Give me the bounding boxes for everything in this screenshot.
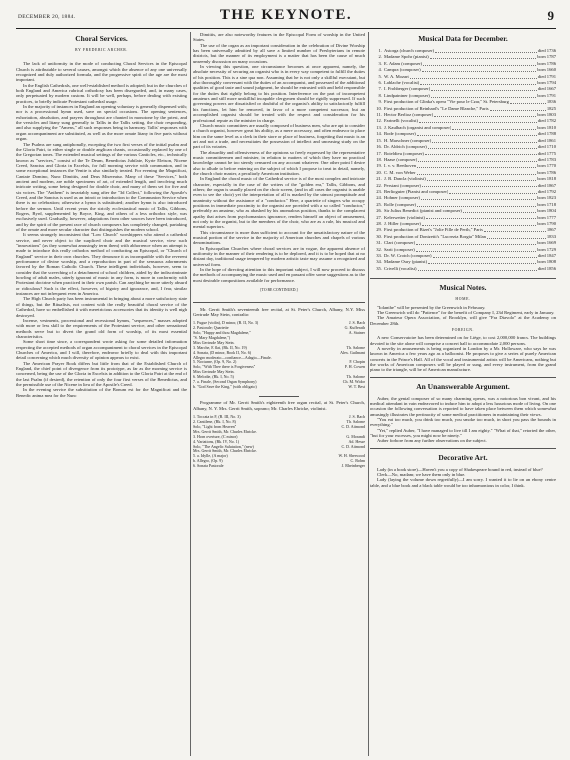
program-piece: 2. Pastorale; Quartette	[193, 325, 229, 331]
leader-dots	[434, 112, 536, 117]
home-notes	[370, 305, 556, 326]
date-number: 35.	[376, 265, 382, 271]
date-number: 3.	[378, 60, 382, 66]
leader-dots	[417, 163, 536, 168]
date-event: Clari (composer)	[384, 240, 416, 246]
date-entry	[370, 266, 556, 272]
date-year: died 1867	[537, 182, 556, 188]
paragraph: In England the choral music of the Cathedral service is of the most complex and intricate character, especially in the case of the writers of the "golden era," Tallis, Gibbons, and others; the organ is usually placed on the choir screen, (and in all cases the organist is unable even to see the choir) yet the interpretation of all is marked by the utmost promptitude and unanimity without the assistance of a "conductor." Here, a quartette of singers who occupy positions in immediate proximity to the organist are provided with a so called "conductor," preferably an amateur, who as abashed by his anomalous position, thanks to the complacent apathy that arises from psychomaniacs ignorance, renders himself an object of amusement, not only to the organist, but to the members of the choir, who are as a rule, his musical and mental superiors.	[193, 176, 365, 230]
date-year: born 1818	[537, 176, 556, 182]
date-event: Persiani (composer)	[384, 182, 421, 188]
date-year: 1825	[546, 105, 556, 111]
paragraph: Dimittis, are also noteworthy features in the Episcopal Form of worship in the United States.	[193, 32, 365, 43]
leader-dots	[431, 93, 536, 98]
date-year: born 1808	[537, 259, 556, 265]
date-event: Berlioguier (Pianist and composer)	[384, 188, 449, 194]
date-event: Madame Spohr (pianist)	[384, 54, 429, 60]
date-year: born 1729	[537, 246, 556, 252]
date-year: 1833	[546, 233, 556, 239]
date-number: 21.	[376, 176, 382, 182]
program-piece: Solo, "With Thee there is Forgiveness"	[193, 364, 256, 370]
program-composer: J. Rheinberger	[341, 463, 365, 469]
leader-dots	[487, 234, 546, 239]
recital-program-1	[193, 321, 365, 390]
date-year: born 1804	[537, 208, 556, 214]
paragraph: Incense, vestments, processional and recessional hymns, "sequences," masses adopted with more or less skill to the requirements of the Protestant service, and other sensational methods serve but to divert the grand old form of worship, of its most essential characteristics.	[16, 317, 187, 339]
date-number: 32.	[376, 246, 382, 252]
leader-dots	[426, 215, 536, 220]
date-event: H. Marschner (composer)	[384, 137, 432, 143]
date-event: Lablache (vocalist)	[384, 80, 420, 86]
date-number: 11.	[376, 112, 382, 118]
program-piece: 5. a. Idylle, (A major)	[193, 453, 228, 459]
date-year: died 1775	[537, 150, 556, 156]
program-composer: C. Bohm	[350, 458, 365, 464]
leader-dots	[484, 227, 546, 232]
date-number: 2.	[378, 54, 382, 60]
program-piece: 1. Fugue (violin), D minor, (B. II, No. 3)	[193, 320, 259, 326]
recital-intro-1: Mr. Gerrit Smith's seventeenth free recital, at St. Peter's Church, Albany, N.Y. Miss Gertrude May Stein, contralto:	[193, 306, 365, 317]
paragraph: In viewing this question, one circumstance becomes at once apparent, namely, the absolute necessity of securing an organist who is in every way competent to fulfill the duties of his position. This is a sine qua non. Assuming that he is not only a skillful executant, but also thoroughly conversant with the duties of an accompanist, and possessed of the additional qualities of good taste and sound judgment, he should be entrusted with and held responsible for the duties that rightly belong to his position. Interference on the part of incompetent amateurs and still more unskillful incapable clergymen should be rigidly suppressed. If such governing powers are dissatisfied or doubtful of the organist's ability to satisfactorily fulfill his functions, let him be removed, in favor of a more competent successor, but an accomplished organist should be treated with the respect and consideration for his professional repute as the minister in charge.	[193, 64, 365, 123]
paragraph: This circumstance is more than sufficient to account for the unsatisfactory nature of the musical portion of the service in the majority of American churches and chapels of various denominations.	[193, 229, 365, 246]
paragraph: Some short time since, a correspondent wrote asking for some detailed information respecting the accepted methods of organ accompaniment to choral services in the Episcopal Churches of America, and I will, therefore, endeavor briefly to deal with this important detail concerning which much diversity of opinion appears to exist.	[16, 339, 187, 361]
paragraph: In the English Cathedrals, one well-established method is adopted; but in the churches of both England and America rubrical orthodoxy has been disregarded, and, in many cases, only perpetuated by modern custom. It will be well, perhaps, before dealing with existing practices, to briefly indicate Protestant cathedral usage.	[16, 82, 187, 104]
program-piece: b. "God Save the King," (with obligato)	[193, 383, 257, 389]
date-event: Farinelli (vocalist)	[384, 118, 419, 124]
paragraph: In the majority of instances in England an opening voluntary is generally dispensed with; nor is a processional hymn used, save on special occasions. The opening sentences, exhortation, absolution, and prayers throughout are chanted in monotone by the priest, and the versicles and litany sung generally to Tallis in the Tallis setting, the choir responding, and also supplying the "Amens," all such responses being in harmony. Tallis' responses with organ accompaniment are substituted, as well as the more ornate litany in five parts without organ.	[16, 104, 187, 142]
leader-dots	[417, 170, 537, 175]
date-number: 30.	[376, 233, 382, 239]
date-number: 4.	[378, 67, 382, 73]
date-number: 26.	[376, 208, 382, 214]
date-year: born 1786	[537, 60, 556, 66]
program-piece: Miss Gertrude May Stein.	[193, 339, 235, 345]
issue-date: DECEMBER 20, 1884.	[18, 14, 76, 20]
program-composer: J. S. Bach	[349, 320, 365, 326]
program-composer: F. H. Cowen	[344, 364, 365, 370]
leader-dots	[410, 74, 537, 79]
paragraph: It seems strangely inconsistent that "Low Church" worshippers who attend a cathedral service, and never object to the surpliced choir and the musical service, view such "innovations" (as they somewhat amusingly term them) with abhorrence when an attempt is made to introduce this really orthodox method of conducting an Episcopal, or "Church of England" service in their own churches. They denounce it as incompatible with the reverent performance of divine worship, and a reproduction in part of the sensuous adornments favored by the Roman Catholic Church. These intelligent individuals, however, seem to consider that the screeching of a detachment of school children, aided by the indiscriminate howling of adult males, utterly ignorant of music in any form, is more in conformity with Protestant doctrine when practiced in their own parish. Can anything be more utterly absurd or ridiculous? Such is the effect, however, of bigotry and ignorance, and, I fear, similar instances are not infrequent even in America.	[16, 232, 187, 297]
date-event: Bode (composer)	[384, 131, 416, 137]
date-number: 25.	[376, 201, 382, 207]
program-composer: Ch. M. Widor	[342, 379, 365, 385]
date-event: First production of Bizet's "Jolie Fille de Perth," Paris	[384, 227, 483, 233]
leader-dots	[452, 125, 536, 130]
program-composer: W. T. Best	[348, 383, 365, 389]
date-year: born 1803	[537, 112, 556, 118]
program-composer: A. Stainer	[348, 330, 365, 335]
date-event: Sir Julius Benedict (pianist and composer)	[384, 208, 462, 214]
program-composer: F. Chopin	[349, 359, 365, 365]
program-composer: C. D. Aitmond	[341, 443, 365, 449]
date-number: 8.	[378, 92, 382, 98]
program-piece: Mrs. Gerrit Smith, Mr. Charles Ehricke.	[193, 448, 257, 454]
date-number: 16.	[376, 144, 382, 150]
column-2	[193, 32, 365, 756]
leader-dots	[428, 259, 536, 264]
date-number: 17.	[376, 150, 382, 156]
program-piece: 7. a. Finale, (Second Organ Symphony)	[193, 379, 257, 385]
date-year: born 1786	[537, 169, 556, 175]
notes-heading: Musical Notes.	[439, 283, 487, 293]
date-year: born 1669	[537, 240, 556, 246]
note-paragraph: The Amateur Opera Association, of Brooklyn, will give "Fra Diavolo" at the Academy on December 28th.	[370, 315, 556, 326]
leader-dots	[417, 202, 536, 207]
recital-intro-2: Programme of Mr. Gerrit Smith's eighteenth free organ recital, at St. Peter's Church, Albany, N. Y. Mrs. Gerrit Smith, soprano; Mr. Charles Ehricke, violinist.	[193, 400, 365, 411]
date-number: 13.	[376, 124, 382, 130]
date-number: 24.	[376, 195, 382, 201]
date-event: Haase (composer)	[384, 156, 418, 162]
paragraph: The lack of uniformity in the mode of conducting Choral Services in the Episcopal Church is attributable to several causes, amongst which the absence of any one universally recognized and duly authorized formula, and the progressive spirit of the age are the most important.	[16, 61, 187, 83]
note-paragraph: A new Conservatoire has been determined on for Liège, to cost 2,000,000 francs. The buildings devoted to the site alone will comprise a concert hall to accommodate 2,000 persons.	[370, 335, 556, 346]
argument-body	[370, 396, 556, 444]
program-composer: Th. Salome	[346, 418, 365, 424]
date-event: First production of Donizetti's "Lucrezia Borgia" Milan	[384, 233, 486, 239]
date-event: I. Frohberger (composer)	[384, 86, 431, 92]
leader-dots	[416, 247, 536, 252]
date-event: Kelerwetter (violinist)	[384, 214, 425, 220]
date-event: I. v. v. Beethoven	[384, 163, 417, 169]
leader-dots	[430, 54, 537, 59]
program-composer: Ad. Hesse	[348, 438, 365, 444]
leader-dots	[422, 221, 536, 226]
date-event: J. Hiller (composer)	[384, 220, 421, 226]
paragraph: Clerk—No, madam; we have them only in blue.	[377, 472, 466, 478]
note-paragraph: The Greenwich will do "Patience" for the benefit of Company I, 23d Regiment, early in January.	[377, 309, 555, 315]
leader-dots	[428, 144, 537, 149]
program-item	[193, 464, 365, 469]
date-number: 34.	[376, 259, 382, 265]
program-composer: Th. Salome	[346, 374, 365, 380]
home-label: HOME.	[455, 297, 471, 302]
program-piece: 3. Marche, E flat, (Bk. II, No. 19)	[193, 344, 247, 350]
dates-list	[370, 48, 556, 272]
date-event: Hector Berlioz (composer)	[384, 112, 434, 118]
newspaper-title: THE KEYNOTE.	[219, 7, 353, 23]
program-piece: Mrs. Gerrit Smith, Mr. Charles Ehricke.	[193, 428, 257, 434]
program-piece: 3. Horn overture, (C minor)	[193, 433, 238, 439]
program-piece: Solo, "Light from Heaven"	[193, 423, 237, 429]
date-event: First production of Glinka's opera "Vie pour le Czar," St. Petersburg	[384, 99, 509, 105]
date-event: Campra (composer)	[384, 67, 421, 73]
date-number: 15.	[376, 137, 382, 143]
paragraph: Church music committees are usually composed of business men, who are apt to consider a church organist, however great his ability, as a mere accessory, and often endeavor to place him on the same level as a clerk in their store or place of business, forgetting that music is an art and not a trade, and necessitates the possession of intellect and unceasing study on the part of its votaries.	[193, 122, 365, 150]
date-year: died 1667	[537, 86, 556, 92]
date-event: Dr. W. Crotch (composer)	[384, 253, 432, 258]
program-piece: 1. Toccata in F, (B. III, No. 3)	[193, 414, 241, 420]
date-year: died 1847	[537, 253, 556, 258]
leader-dots	[418, 157, 536, 162]
leader-dots	[510, 99, 546, 104]
paragraph: The Psalms are sung antiphonally, excepting the two first verses of the initial psalm and the Gloria Patri, to either single or double anglican chants, occasionally replaced by one of the Gregorian tones. The extended musical settings of the various Canticles, etc., technically known as "services," consist of the Te Deum, Benedictus Jubilate, Kyrie Eleison, Nicene Creed, Sanctus and Gloria in Excelsis, for full morning service with communion, and in some exceptional instances the Venite is also similarly treated. For evening the Magnificat, Cantate Domino, Nunc Dimittis, and Deus Misereatur. Many of these "Services," both ancient and modern, are noble specimens of art, of extended length, and involving much intricate writing, some being designed for double choir, and many of them set for five and six voices. The "Anthem" is invariably sung after the "3d Collect," following the Apostle's Creed, and the Sanctus is used as an introit or introduction to the Communion Service when there is no celebration; otherwise a hymn is substituted; another hymn is also introduced before the sermon. Until recent years the strictly ecclesiastical music of Tallis, Gibbons, Rogers, Byrd, supplemented by Boyce, King, and others of a less orthodox style, was exclusively used. Gradually, however, adaptations from other sources have been introduced, and by the spirit of the present race of church composers has completely changed, partaking of the ornate and more secular character that distinguishes the modern school.	[16, 141, 187, 232]
date-event: Dr. Aldrich (composer)	[384, 144, 427, 150]
paragraph: In Episcopalian Churches where choral services are in vogue, the apparent absence of uniformity in the manner of their rendering is to be deplored, and it is to be hoped that at no distant day, traditional usage tempered by modern artistic taste may assume a recognized and universal form.	[193, 245, 365, 267]
date-event: W. A. Mozart	[384, 73, 409, 79]
column-1	[16, 32, 187, 756]
column-rule	[190, 32, 191, 756]
program-composer: W. H. Sherwood	[338, 453, 365, 459]
program-composer: G. Kufferath	[344, 325, 365, 331]
paragraph: Lady (laying the volume down regretfully)—I am sorry. I wanted it to lie on an ebony centre table, and a blue book and a black table would be too inharmonious in color, I think.	[370, 477, 556, 488]
divider	[193, 302, 365, 303]
program-piece: 2. Cantilene, (Bk. I, No. 8)	[193, 418, 236, 424]
leader-dots	[418, 266, 537, 271]
leader-dots	[419, 118, 537, 123]
date-number: 9.	[378, 99, 382, 105]
paragraph: "You eat too much, you drink too much, you smoke too much, in short you pass the bounds in everything."	[370, 417, 556, 428]
foreign-notes	[370, 335, 556, 372]
date-number: 14.	[376, 131, 382, 137]
program-piece: b. Allegro, (Op. 9)	[193, 458, 223, 464]
date-year: born 1787	[537, 54, 556, 60]
date-year: died 1788	[537, 131, 556, 137]
date-event: J. Kaulbach (organist and composer)	[384, 124, 452, 130]
date-number: 28.	[376, 220, 382, 226]
note-paragraph: "Iolanthe" will be presented by the Greenwich in February.	[377, 304, 486, 310]
paragraph: In the evening service the substitution of the Bonum est for the Magnificat and the Benedic anima mea for the Nunc	[16, 387, 187, 398]
program-composer: G. Morandi	[346, 433, 365, 439]
date-event: Hohner (composer)	[384, 195, 420, 201]
program-composer: Alex. Guilmant	[340, 349, 365, 355]
date-event: C. M. von Weber	[384, 169, 416, 175]
date-year: died 1856	[537, 265, 556, 271]
leader-dots	[422, 67, 537, 72]
leader-dots	[421, 195, 536, 200]
choral-body	[16, 61, 187, 398]
paragraph: The High Church party has been instrumental in bringing about a more satisfactory state of things, but the Ritualists, not content with the really beautiful choral service of the Cathedral, have so embellished it with meretricious accessories that its identity is well nigh destroyed.	[16, 296, 187, 318]
date-year: 1836	[546, 99, 556, 105]
date-year: died 1782	[537, 118, 556, 124]
paragraph: Auber, the genial composer of so many charming operas, was a notorious bon vivant, and his medical attendant in vain endeavored to induce him to adopt a less luxurious mode of living. On one occasion the following conversation is reported to have taken place between them which somewhat amusingly illustrates the pertinacity of some medical practitioners in maintaining their views.	[370, 395, 556, 417]
note-paragraph: A novelty in amusements is being organized in London by a Mr. Holloware, who says he was known in America a few years ago as a balloonist. He proposes to give a series of purely American concerts in the Prince's Hall. All of the vocal and instrumental artists will be Americans, nothing but the works of American composers will be played or sung, and every instrument, from the grand piano to the triangle, will be of American manufacture.	[370, 345, 556, 373]
leader-dots	[449, 189, 536, 194]
program-composer: J. S. Bach	[349, 414, 365, 420]
program-piece: 4. Variations, (Bk. IV, No. 1)	[193, 438, 240, 444]
date-event: Madame Oury (pianist)	[384, 259, 428, 265]
date-year: born 1770	[537, 163, 556, 169]
program-piece: Solo, "The Angelic Salutation," (new)	[193, 443, 254, 449]
leader-dots	[431, 86, 537, 91]
program-item	[193, 385, 365, 390]
date-year: born 1790	[537, 220, 556, 226]
paragraph: In the hope of directing attention to this important subject, I will now proceed to discuss the methods of accompanying the music used and en passant offer some suggestions as to the most desirable compositions available for performance.	[193, 267, 365, 283]
date-number: 10.	[376, 105, 382, 111]
date-year: died 1783	[537, 156, 556, 162]
program-piece: 6. Sonata Pastorale	[193, 463, 224, 469]
date-number: 29.	[376, 227, 382, 233]
program-piece: Solo, "Happy and thou Magdalene,"	[193, 330, 251, 335]
date-year: 1867	[546, 227, 556, 233]
date-year: born 1777	[537, 214, 556, 220]
paragraph: The use of the organ as an important consideration in the celebration of Divine Worship has been universally admitted by all save a limited number of Presbyterians in remote districts, but the manner of its employment is a matter that has been the cause of much unseemly discussion on many occasions.	[193, 42, 365, 64]
continued-note: [TO BE CONTINUED.]	[260, 288, 298, 293]
program-piece: 6. Melodie, (Bk. I, No. 5)	[193, 374, 234, 380]
date-number: 23.	[376, 188, 382, 194]
choral-byline: BY FREDERIC ARCHER.	[75, 48, 128, 52]
date-number: 33.	[376, 253, 382, 258]
leader-dots	[432, 138, 536, 143]
date-number: 20.	[376, 169, 382, 175]
leader-dots	[433, 253, 537, 258]
date-number: 7.	[378, 86, 382, 92]
date-year: died 1791	[537, 73, 556, 79]
date-number: 18.	[376, 156, 382, 162]
leader-dots	[427, 176, 537, 181]
leader-dots	[463, 208, 536, 213]
date-year: died 1736	[537, 48, 556, 53]
dates-heading: Musical Data for December.	[418, 34, 508, 43]
leader-dots	[420, 80, 536, 85]
date-event: Crivelli (vocalist)	[384, 265, 417, 271]
paragraph: Lady (in a book store)—Haven't you a copy of Shakespeare bound in red, instead of blue?	[377, 466, 543, 472]
leader-dots	[490, 106, 546, 111]
date-event: Rolle (composer)	[384, 201, 417, 207]
date-year: born 1660	[537, 67, 556, 73]
choral-continuation	[193, 32, 365, 283]
argument-heading: An Unanswerable Argument.	[416, 381, 510, 391]
program-piece: "S. Mary Magdalene,")	[193, 334, 231, 340]
paragraph: "Yet," replied Auber, "I have managed to live till I am eighty." "What of that," retorted the other, "but for your excesses, you might now be ninety."	[370, 427, 556, 439]
date-number: 12.	[376, 118, 382, 124]
leader-dots	[416, 240, 536, 245]
paragraph: The American Prayer Book differs but little from that of the Established Church of England, the chief point of divergence from its prototype, as far as the morning service is concerned, being the use of the Gloria in Excelsis in addition to the Gloria Patri at the end of the last Psalm (if desired), the retention of only the four first verses of the Benedictus, and the permissible use of the Nicene in lieu of the Apostle's Creed.	[16, 360, 187, 387]
program-composer: C. D. Aitmond	[341, 423, 365, 429]
date-year: born 1718	[537, 201, 556, 207]
masthead	[16, 4, 556, 29]
leader-dots	[422, 183, 537, 188]
date-year: born 1810	[537, 124, 556, 130]
date-event: E. Adam (composer)	[384, 60, 423, 66]
leader-dots	[425, 151, 537, 156]
date-year: died 1792	[537, 188, 556, 194]
date-year: born 1794	[537, 80, 556, 86]
leader-dots	[435, 48, 537, 53]
date-year: died 1861	[537, 137, 556, 143]
date-number: 31.	[376, 240, 382, 246]
date-number: 5.	[378, 73, 382, 79]
decorative-body	[370, 467, 556, 488]
date-event: Astorga (church composer)	[384, 48, 435, 53]
divider	[370, 278, 556, 279]
foreign-label: FOREIGN.	[451, 327, 475, 332]
date-number: 27.	[376, 214, 382, 220]
divider	[259, 396, 299, 397]
recital-program-2	[193, 415, 365, 469]
page-number: 9	[547, 8, 554, 23]
date-number: 6.	[378, 80, 382, 86]
program-piece: Allegro moderato—confiance—Adagio—Finale.	[193, 354, 272, 360]
date-event: Boieldieu (composer)	[384, 150, 424, 156]
divider	[370, 448, 556, 449]
date-number: 19.	[376, 163, 382, 169]
date-year: born 1823	[537, 195, 556, 201]
program-piece: 4. Sonata, (D minor, Book II, No. 6)	[193, 349, 252, 355]
date-event: Sarti (composer)	[384, 246, 415, 252]
divider	[370, 377, 556, 378]
columns	[16, 32, 556, 756]
date-number: 22.	[376, 182, 382, 188]
date-year: died 1710	[537, 144, 556, 150]
program-composer: Th. Salome	[346, 344, 365, 350]
paragraph: Auber forbore from any further observations on the subject.	[377, 438, 487, 444]
date-event: First production of Reinhard's "Le Dame Blanche," Paris	[384, 105, 489, 111]
date-year: born 1791	[537, 92, 556, 98]
date-number: 1.	[378, 48, 382, 53]
column-rule	[368, 32, 369, 756]
paragraph: The absurdity and offensiveness of the opinions so freely expressed by the representative music committeemen and minister, in relation to matters of which they have no practical knowledge cannot be too sternly censured on any account whatever. One other point I desire also to allude to before entering on the subject of which I propose to treat in detail, namely, the church choir master, a peculiarly American institution.	[193, 149, 365, 176]
choral-heading: Choral Services.	[75, 34, 128, 43]
leader-dots	[423, 61, 536, 66]
leader-dots	[417, 131, 537, 136]
column-3	[370, 32, 556, 756]
date-event: J. B. Danclа (violinist)	[384, 176, 426, 182]
decorative-heading: Decorative Art.	[438, 452, 488, 462]
date-event: Lindpaintner (composer)	[384, 92, 430, 98]
program-piece: Miss Gertrude May Stein.	[193, 369, 235, 375]
program-piece: 5. Nocturne, (Op. 9, No. 2)	[193, 359, 237, 365]
